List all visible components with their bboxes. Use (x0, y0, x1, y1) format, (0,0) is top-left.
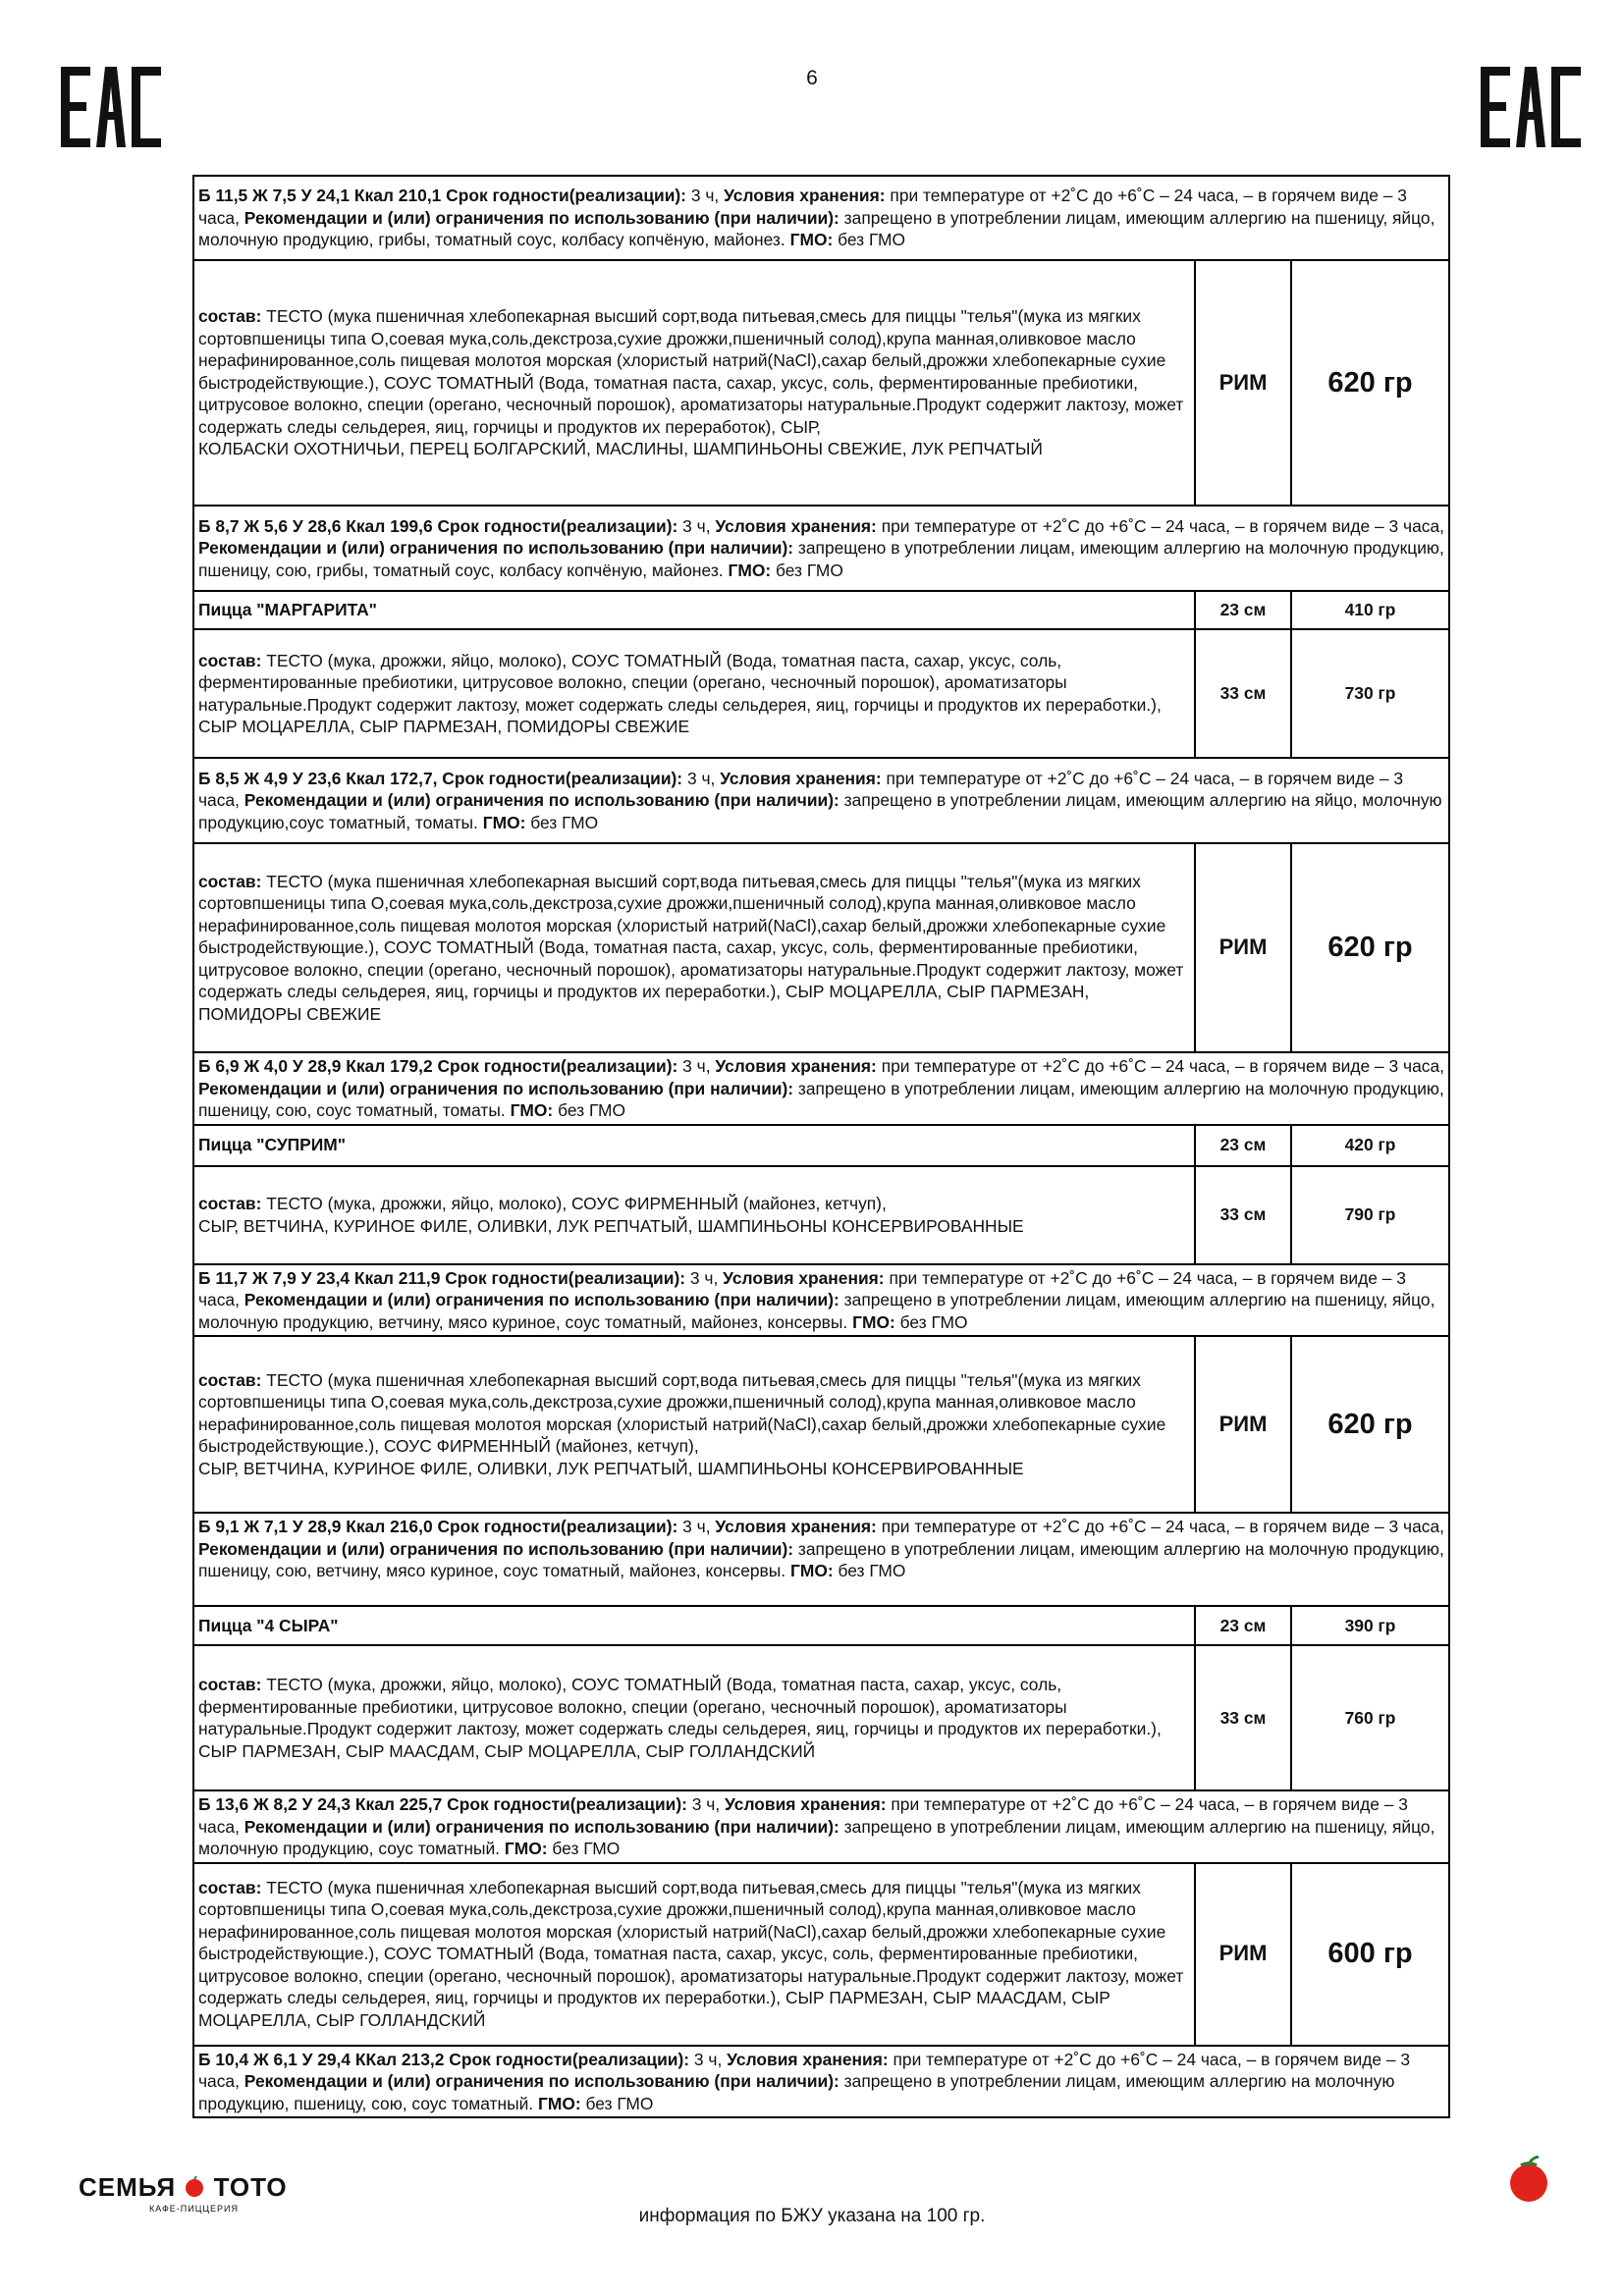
composition-row (193, 1336, 1449, 1513)
composition-text: состав: ТЕСТО (мука пшеничная хлебопекарная высший сорт,вода питьевая,смесь для пиццы "телья"(мука из мягких сортовпшеницы типа О,соевая мука,соль,декстроза,сухие дрожжи,пшеничный солод),крупа манная,оливковое масло нерафинированное,соль пищевая молотоя морская (хлористый натрий(NaCl),сахар белый,дрожжи хлебопекарные сухие быстродействующие.), СОУС ТОМАТНЫЙ (Вода, томатная паста, сахар, уксус, соль, ферментированные пребиотики, цитрусовое волокно, специи (орегано, чесночный порошок), ароматизаторы натуральные.Продукт содержит лактозу, может содержать следы сельдерея, яиц, горчицы и продуктов их переработок), СЫР, КОЛБАСКИ ОХОТНИЧЬИ, ПЕРЕЦ БОЛГАРСКИЙ, МАСЛИНЫ, ШАМПИНЬОНЫ СВЕЖИЕ, ЛУК РЕПЧАТЫЙ (193, 260, 1195, 506)
nutrition-info: Б 6,9 Ж 4,0 У 28,9 Ккал 179,2 Срок годности(реализации): 3 ч, Условия хранения: при температуре от +2˚С до +6˚С – 24 часа, – в горячем виде – 3 часа, Рекомендации и (или) ограничения по использованию (при наличии): запрещено в употреблении лицам, имеющим аллергию на молочную продукцию, пшеницу, сою, соус томатный, томаты. ГМО: без ГМО (193, 1052, 1449, 1125)
pizza-title: Пицца "СУПРИМ" (193, 1125, 1195, 1166)
composition-text: состав: ТЕСТО (мука пшеничная хлебопекарная высший сорт,вода питьевая,смесь для пиццы "телья"(мука из мягких сортовпшеницы типа О,соевая мука,соль,декстроза,сухие дрожжи,пшеничный солод),крупа манная,оливковое масло нерафинированное,соль пищевая молотоя морская (хлористый натрий(NaCl),сахар белый,дрожжи хлебопекарные сухие быстродействующие.), СОУС ФИРМЕННЫЙ (майонез, кетчуп), СЫР, ВЕТЧИНА, КУРИНОЕ ФИЛЕ, ОЛИВКИ, ЛУК РЕПЧАТЫЙ, ШАМПИНЬОНЫ КОНСЕРВИРОВАННЫЕ (193, 1336, 1195, 1513)
eac-mark-icon (1481, 67, 1581, 147)
pizza-title: Пицца "МАРГАРИТА" (193, 591, 1195, 629)
page-number: 6 (806, 67, 818, 89)
nutrition-info: Б 13,6 Ж 8,2 У 24,3 Ккал 225,7 Срок годности(реализации): 3 ч, Условия хранения: при температуре от +2˚С до +6˚С – 24 часа, – в горячем виде – 3 часа, Рекомендации и (или) ограничения по использованию (при наличии): запрещено в употреблении лицам, имеющим аллергию на пшеницу, яйцо, молочную продукцию, соус томатный. ГМО: без ГМО (193, 1790, 1449, 1863)
info-row (193, 176, 1449, 260)
nutrition-info: Б 11,5 Ж 7,5 У 24,1 Ккал 210,1 Срок годности(реализации): 3 ч, Условия хранения: при температуре от +2˚С до +6˚С – 24 часа, – в горячем виде – 3 часа, Рекомендации и (или) ограничения по использованию (при наличии): запрещено в употреблении лицам, имеющим аллергию на пшеницу, яйцо, молочную продукцию, грибы, томатный соус, колбасу копчёную, майонез. ГМО: без ГМО (193, 176, 1449, 260)
pizza-title-row (193, 1606, 1449, 1645)
composition-row (193, 1166, 1449, 1264)
weight-cell: 620 гр (1291, 1336, 1449, 1513)
composition-text: состав: ТЕСТО (мука, дрожжи, яйцо, молоко), СОУС ФИРМЕННЫЙ (майонез, кетчуп), СЫР, ВЕТЧИНА, КУРИНОЕ ФИЛЕ, ОЛИВКИ, ЛУК РЕПЧАТЫЙ, ШАМПИНЬОНЫ КОНСЕРВИРОВАННЫЕ (193, 1166, 1195, 1264)
footer-note: информация по БЖУ указана на 100 гр. (638, 2206, 986, 2226)
composition-row (193, 843, 1449, 1052)
eac-mark-icon (61, 67, 161, 147)
size-cell: РИМ (1195, 843, 1291, 1052)
size-cell: 23 см (1195, 1606, 1291, 1645)
weight-cell: 410 гр (1291, 591, 1449, 629)
size-cell: 33 см (1195, 1166, 1291, 1264)
size-cell: РИМ (1195, 1336, 1291, 1513)
info-row (193, 1264, 1449, 1337)
info-row (193, 1052, 1449, 1125)
weight-cell: 420 гр (1291, 1125, 1449, 1166)
tomato-icon (184, 2176, 205, 2198)
weight-cell: 390 гр (1291, 1606, 1449, 1645)
pizza-title-row (193, 591, 1449, 629)
tomato-icon (1506, 2156, 1551, 2203)
weight-cell: 790 гр (1291, 1166, 1449, 1264)
size-cell: 23 см (1195, 1125, 1291, 1166)
info-row (193, 506, 1449, 591)
composition-text: состав: ТЕСТО (мука пшеничная хлебопекарная высший сорт,вода питьевая,смесь для пиццы "телья"(мука из мягких сортовпшеницы типа О,соевая мука,соль,декстроза,сухие дрожжи,пшеничный солод),крупа манная,оливковое масло нерафинированное,соль пищевая молотоя морская (хлористый натрий(NaCl),сахар белый,дрожжи хлебопекарные сухие быстродействующие.), СОУС ТОМАТНЫЙ (Вода, томатная паста, сахар, уксус, соль, ферментированные пребиотики, цитрусовое волокно, специи (орегано, чесночный порошок), ароматизаторы натуральные.Продукт содержит лактозу, может содержать следы сельдерея, яиц, горчицы и продуктов их переработки.), СЫР МОЦАРЕЛЛА, СЫР ПАРМЕЗАН, ПОМИДОРЫ СВЕЖИЕ (193, 843, 1195, 1052)
composition-text: состав: ТЕСТО (мука пшеничная хлебопекарная высший сорт,вода питьевая,смесь для пиццы "телья"(мука из мягких сортовпшеницы типа О,соевая мука,соль,декстроза,сухие дрожжи,пшеничный солод),крупа манная,оливковое масло нерафинированное,соль пищевая молотоя морская (хлористый натрий(NaCl),сахар белый,дрожжи хлебопекарные сухие быстродействующие.), СОУС ТОМАТНЫЙ (Вода, томатная паста, сахар, уксус, соль, ферментированные пребиотики, цитрусовое волокно, специи (орегано, чесночный порошок), ароматизаторы натуральные.Продукт содержит лактозу, может содержать следы сельдерея, яиц, горчицы и продуктов их переработки.), СЫР ПАРМЕЗАН, СЫР МААСДАМ, СЫР МОЦАРЕЛЛА, СЫР ГОЛЛАНДСКИЙ (193, 1863, 1195, 2046)
composition-row (193, 1863, 1449, 2046)
pizza-title: Пицца "4 СЫРА" (193, 1606, 1195, 1645)
nutrition-info: Б 11,7 Ж 7,9 У 23,4 Ккал 211,9 Срок годности(реализации): 3 ч, Условия хранения: при температуре от +2˚С до +6˚С – 24 часа, – в горячем виде – 3 часа, Рекомендации и (или) ограничения по использованию (при наличии): запрещено в употреблении лицам, имеющим аллергию на пшеницу, яйцо, молочную продукцию, ветчину, мясо куриное, соус томатный, майонез, консервы. ГМО: без ГМО (193, 1264, 1449, 1337)
composition-row (193, 260, 1449, 506)
size-cell: РИМ (1195, 260, 1291, 506)
composition-row (193, 629, 1449, 758)
composition-text: состав: ТЕСТО (мука, дрожжи, яйцо, молоко), СОУС ТОМАТНЫЙ (Вода, томатная паста, сахар, уксус, соль, ферментированные пребиотики, цитрусовое волокно, специи (орегано, чесночный порошок), ароматизаторы натуральные.Продукт содержит лактозу, может содержать следы сельдерея, яиц, горчицы и продуктов их переработки.), СЫР МОЦАРЕЛЛА, СЫР ПАРМЕЗАН, ПОМИДОРЫ СВЕЖИЕ (193, 629, 1195, 758)
nutrition-info: Б 8,5 Ж 4,9 У 23,6 Ккал 172,7, Срок годности(реализации): 3 ч, Условия хранения: при температуре от +2˚С до +6˚С – 24 часа, – в горячем виде – 3 часа, Рекомендации и (или) ограничения по использованию (при наличии): запрещено в употреблении лицам, имеющим аллергию на яйцо, молочную продукцию,соус томатный, томаты. ГМО: без ГМО (193, 758, 1449, 843)
info-row (193, 2046, 1449, 2118)
pizza-title-row (193, 1125, 1449, 1166)
nutrition-info: Б 10,4 Ж 6,1 У 29,4 ККал 213,2 Срок годности(реализации): 3 ч, Условия хранения: при температуре от +2˚С до +6˚С – 24 часа, – в горячем виде – 3 часа, Рекомендации и (или) ограничения по использованию (при наличии): запрещено в употреблении лицам, имеющим аллергию на молочную продукцию, пшеницу, сою, соус томатный. ГМО: без ГМО (193, 2046, 1449, 2118)
nutrition-info: Б 9,1 Ж 7,1 У 28,9 Ккал 216,0 Срок годности(реализации): 3 ч, Условия хранения: при температуре от +2˚С до +6˚С – 24 часа, – в горячем виде – 3 часа, Рекомендации и (или) ограничения по использованию (при наличии): запрещено в употреблении лицам, имеющим аллергию на молочную продукцию, пшеницу, сою, ветчину, мясо куриное, соус томатный, майонез, консервы. ГМО: без ГМО (193, 1513, 1449, 1606)
brand-subtitle: КАФЕ-ПИЦЦЕРИЯ (149, 2204, 240, 2214)
info-row (193, 1513, 1449, 1606)
composition-row (193, 1645, 1449, 1790)
weight-cell: 620 гр (1291, 260, 1449, 506)
weight-cell: 760 гр (1291, 1645, 1449, 1790)
weight-cell: 620 гр (1291, 843, 1449, 1052)
size-cell: 23 см (1195, 591, 1291, 629)
size-cell: РИМ (1195, 1863, 1291, 2046)
composition-text: состав: ТЕСТО (мука, дрожжи, яйцо, молоко), СОУС ТОМАТНЫЙ (Вода, томатная паста, сахар, уксус, соль, ферментированные пребиотики, цитрусовое волокно, специи (орегано, чесночный порошок), ароматизаторы натуральные.Продукт содержит лактозу, может содержать следы сельдерея, яиц, горчицы и продуктов их переработки.), СЫР ПАРМЕЗАН, СЫР МААСДАМ, СЫР МОЦАРЕЛЛА, СЫР ГОЛЛАНДСКИЙ (193, 1645, 1195, 1790)
nutrition-info: Б 8,7 Ж 5,6 У 28,6 Ккал 199,6 Срок годности(реализации): 3 ч, Условия хранения: при температуре от +2˚С до +6˚С – 24 часа, – в горячем виде – 3 часа, Рекомендации и (или) ограничения по использованию (при наличии): запрещено в употреблении лицам, имеющим аллергию на молочную продукцию, пшеницу, сою, грибы, томатный соус, колбасу копчёную, майонез. ГМО: без ГМО (193, 506, 1449, 591)
weight-cell: 600 гр (1291, 1863, 1449, 2046)
info-row (193, 758, 1449, 843)
size-cell: 33 см (1195, 1645, 1291, 1790)
menu-table (192, 175, 1450, 2118)
info-row (193, 1790, 1449, 1863)
brand-name: СЕМЬЯ ТОТО (79, 2172, 288, 2202)
size-cell: 33 см (1195, 629, 1291, 758)
weight-cell: 730 гр (1291, 629, 1449, 758)
